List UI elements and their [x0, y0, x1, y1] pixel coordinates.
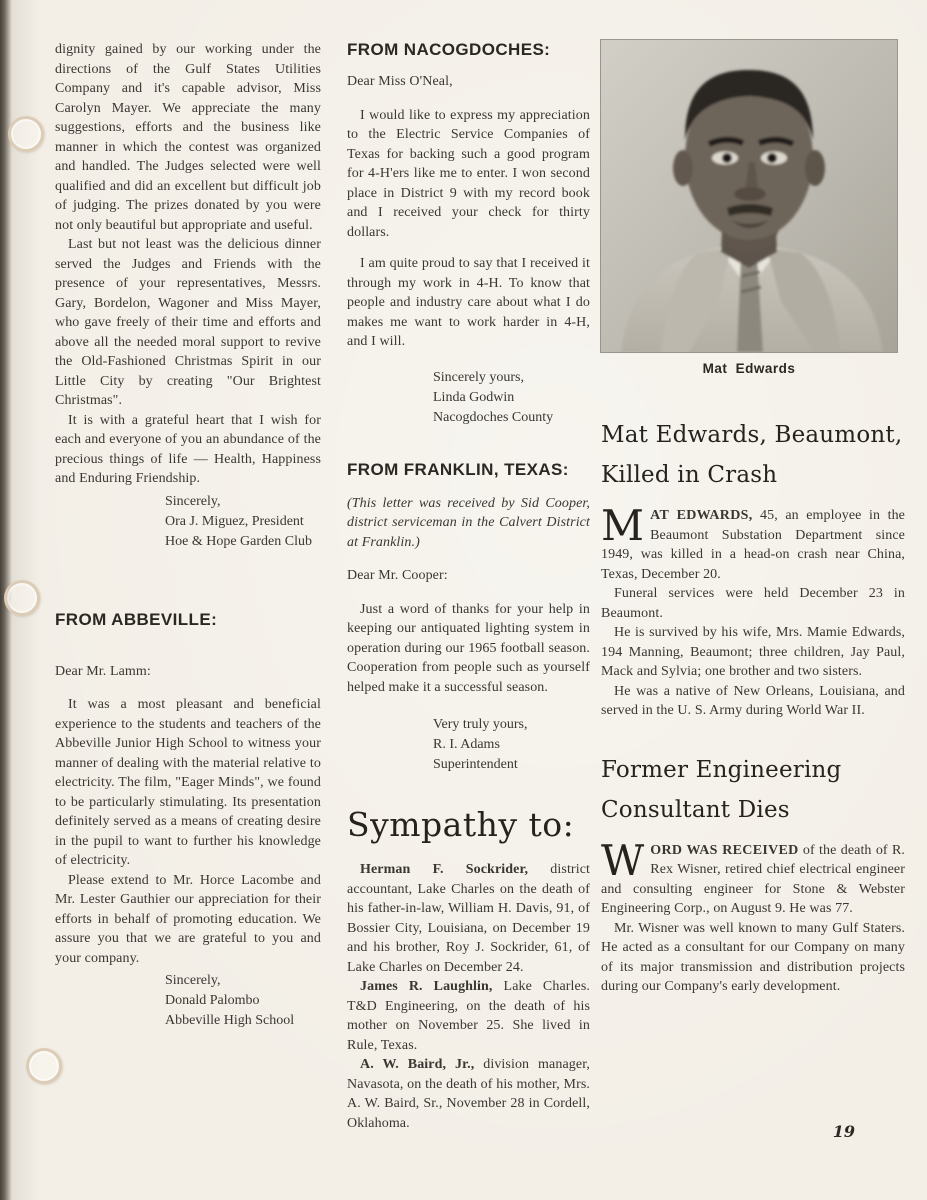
- section-heading-sympathy: Sympathy to:: [347, 805, 575, 844]
- signature-block: [433, 368, 590, 428]
- article-headline-line1: Former Engineering: [601, 756, 842, 783]
- signature-line: Linda Godwin: [433, 389, 515, 405]
- signature-line: R. I. Adams: [433, 737, 500, 752]
- salutation: Dear Mr. Lamm:: [55, 663, 151, 679]
- lead-in: AT EDWARDS,: [650, 508, 753, 523]
- photo-caption: Mat Edwards: [702, 361, 796, 376]
- hole-punch: [4, 580, 40, 616]
- person-name: James R. Laughlin,: [360, 979, 493, 994]
- entry-text: division manager, Navasota, on the death of his mother, Mrs. A. W. Baird, Sr., November 28 in Cordell, Oklahoma.: [347, 1057, 590, 1131]
- article-paragraph: [601, 835, 906, 919]
- paragraph-text: 45, an employee in the Beaumont Substation Department since 1949, was killed in a head-on crash near China, Texas, December 20.: [601, 508, 905, 582]
- letter-paragraph: dignity gained by our working under the directions of the Gulf States Utilities Company and it's capable advisor, Miss Carolyn Mayer. We appreciate the many suggestions, efforts and the business like manner in which the contest was organized and handled. The Judges selected were well qualified and did an excellent but difficult job of judging. The prizes donated by you were not only beautiful but appropriate and useful.: [55, 42, 321, 233]
- article-headline-line1: Mat Edwards, Beaumont,: [601, 422, 903, 448]
- section-heading-from-nacogdoches: FROM NACOGDOCHES:: [347, 40, 551, 59]
- letter-paragraph: It is with a grateful heart that I wish for each and everyone of you an abundance of the precious things of life — Health, Happiness and Enduring Friendship.: [55, 412, 321, 486]
- article-headline-line2: Killed in Crash: [601, 462, 778, 488]
- article-killed-in-crash: [601, 422, 905, 721]
- signature-line: Abbeville High School: [165, 1013, 295, 1028]
- article-paragraph: [601, 501, 905, 584]
- signature-line: Ora J. Miguez, President: [165, 513, 304, 529]
- signature-block: [433, 715, 590, 775]
- portrait-photo: [601, 40, 897, 376]
- hole-punch: [26, 1048, 62, 1084]
- page-number: 19: [832, 1122, 855, 1141]
- article-paragraph: He was a native of New Orleans, Louisiana, and served in the U. S. Army during World War II.: [601, 683, 905, 718]
- signature-block: [165, 971, 321, 1031]
- drop-cap: M: [601, 501, 645, 550]
- letter-paragraph: I would like to express my appreciation to the Electric Service Companies of Texas for backing such a good program for 4-H'ers like me to enter. I won second place in District 9 with my record book and I received your check for thirty dollars.: [347, 107, 590, 240]
- sympathy-entry: [347, 1055, 590, 1133]
- letter-paragraph: It was a most pleasant and beneficial experience to the students and teachers of the Abbeville Junior High School to witness your manner of dealing with the material relative to electricity. The film, "Eager Minds", we found to be particularly stimulating. Its presentation definitely served as a means of creating desire in the pupil to want to further his knowledge of electricity.: [55, 697, 321, 868]
- entry-text: Lake Charles. T&D Engineering, on the death of his mother on November 25. She lived in Rule, Texas.: [347, 979, 590, 1053]
- signature-line: Very truly yours,: [433, 717, 528, 732]
- article-headline-line2: Consultant Dies: [601, 796, 790, 823]
- article-paragraph: Funeral services were held December 23 in Beaumont.: [601, 586, 905, 621]
- hole-punch: [8, 116, 44, 152]
- entry-text: district accountant, Lake Charles on the death of his father-in-law, William H. Davis, 91, of Bossier City, Louisiana, on December 19 and his brother, Roy J. Sockrider, 61, of Lake Charles on December 24.: [347, 862, 590, 975]
- letter-paragraph: Just a word of thanks for your help in keeping our antiquated lighting system in operation during our 1965 football season. Cooperation from people such as yourself helped make it a successful season.: [347, 601, 590, 695]
- signature-line: Sincerely yours,: [433, 369, 524, 385]
- salutation: Dear Mr. Cooper:: [347, 568, 448, 583]
- article-consultant-dies: [601, 757, 905, 997]
- paragraph-text: of the death of R. Rex Wisner, retired chief electrical engineer and consulting engineer for Stone & Webster Engineering Corp., on August 9. He was 77.: [601, 842, 906, 916]
- section-heading-from-abbeville: FROM ABBEVILLE:: [55, 609, 218, 629]
- signature-line: Sincerely,: [165, 973, 221, 988]
- person-name: A. W. Baird, Jr.,: [360, 1057, 475, 1072]
- signature-line: Nacogdoches County: [433, 409, 554, 425]
- person-name: Herman F. Sockrider,: [360, 862, 529, 877]
- column-left: [55, 40, 321, 1031]
- editorial-note: (This letter was received by Sid Cooper, district serviceman in the Calvert District at Franklin.): [347, 495, 590, 550]
- drop-cap: W: [601, 835, 645, 885]
- column-right: [601, 40, 905, 997]
- signature-line: Hoe & Hope Garden Club: [165, 533, 312, 549]
- letter-paragraph: Please extend to Mr. Horce Lacombe and Mr. Lester Gauthier our appreciation for their efforts in behalf of promoting education. We assure you that we are grateful to you and your company.: [55, 872, 321, 966]
- signature-line: Superintendent: [433, 757, 518, 772]
- portrait-photo-image: [601, 40, 897, 352]
- sympathy-entry: [347, 977, 590, 1055]
- sympathy-entry: [347, 860, 590, 977]
- section-heading-from-franklin: FROM FRANKLIN, TEXAS:: [347, 459, 569, 479]
- signature-line: Sincerely,: [165, 493, 221, 509]
- signature-line: Donald Palombo: [165, 993, 260, 1008]
- lead-in: ORD WAS RECEIVED: [650, 842, 799, 858]
- salutation: Dear Miss O'Neal,: [347, 74, 453, 89]
- letter-paragraph: Last but not least was the delicious dinner served the Judges and Friends with the presence of your representatives, Messrs. Gary, Bordelon, Wagoner and Miss Mayer, who gave freely of their time and efforts and above all the needed moral support to revive the Old-Fashioned Christmas Spirit in our Little City by creating "Our Brightest Christmas".: [55, 237, 321, 408]
- article-paragraph: He is survived by his wife, Mrs. Mamie Edwards, 194 Manning, Beaumont; three children, Jay Paul, Mack and Sylvia; one brother and two sisters.: [601, 625, 905, 679]
- letter-paragraph: I am quite proud to say that I received it through my work in 4-H. To know that people and industry care about what I do makes me want to work harder in 4-H, and I will.: [347, 256, 590, 349]
- column-middle: [347, 40, 590, 1133]
- article-paragraph: Mr. Wisner was well known to many Gulf Staters. He acted as a consultant for our Company on many of its major transmission and distribution projects during our Company's early development.: [601, 920, 905, 994]
- signature-block: [165, 492, 321, 552]
